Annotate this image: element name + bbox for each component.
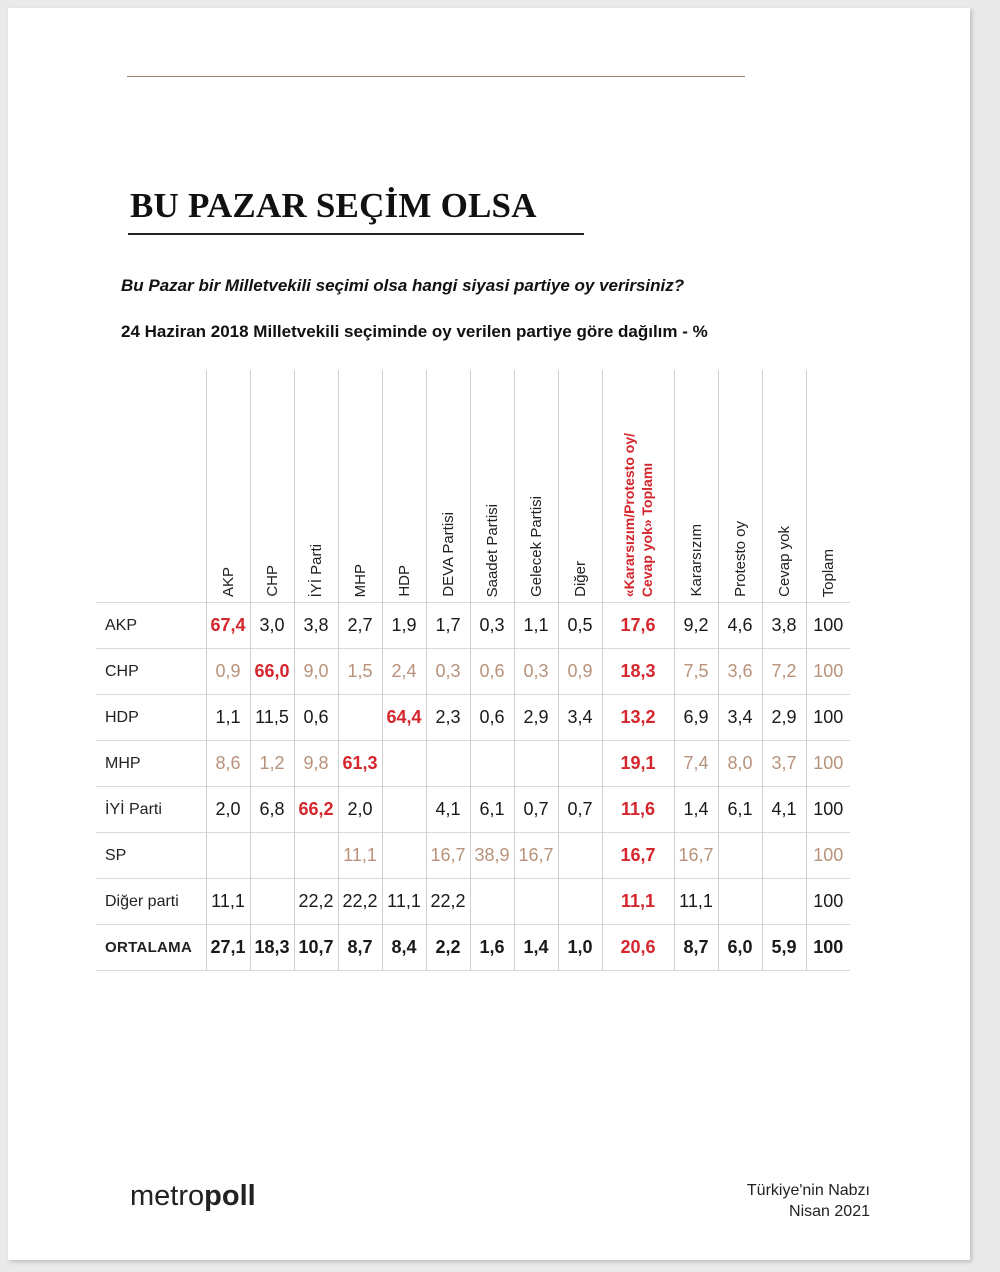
column-header-i-yi-parti bbox=[294, 370, 338, 603]
table-cell: 67,4 bbox=[206, 603, 250, 649]
table-cell: 100 bbox=[806, 879, 850, 925]
column-header-label: CHP bbox=[263, 565, 281, 597]
table-cell: 1,6 bbox=[470, 925, 514, 971]
table-cell: 9,0 bbox=[294, 649, 338, 695]
table-cell: 9,2 bbox=[674, 603, 718, 649]
table-cell: 1,5 bbox=[338, 649, 382, 695]
table-cell: 2,9 bbox=[762, 695, 806, 741]
table-cell: 13,2 bbox=[602, 695, 674, 741]
table-cell: 3,4 bbox=[718, 695, 762, 741]
table-cell: 2,9 bbox=[514, 695, 558, 741]
table-cell: 16,7 bbox=[514, 833, 558, 879]
table-cell: 0,3 bbox=[514, 649, 558, 695]
column-header-label: Gelecek Partisi bbox=[527, 496, 545, 597]
table-cell: 22,2 bbox=[338, 879, 382, 925]
table-cell bbox=[250, 833, 294, 879]
table-cell: 3,6 bbox=[718, 649, 762, 695]
table-cell: 11,1 bbox=[206, 879, 250, 925]
column-header-akp bbox=[206, 370, 250, 603]
table-cell: 8,7 bbox=[338, 925, 382, 971]
table-cell: 100 bbox=[806, 787, 850, 833]
column-header-label: İYİ Parti bbox=[307, 543, 325, 597]
table-cell: 11,1 bbox=[602, 879, 674, 925]
table-cell: 38,9 bbox=[470, 833, 514, 879]
table-cell bbox=[338, 695, 382, 741]
table-cell: 100 bbox=[806, 695, 850, 741]
table-cell: 64,4 bbox=[382, 695, 426, 741]
table-cell bbox=[426, 741, 470, 787]
table-row bbox=[96, 787, 850, 833]
table-cell: 17,6 bbox=[602, 603, 674, 649]
row-label: HDP bbox=[96, 695, 206, 741]
column-header-hdp bbox=[382, 370, 426, 603]
table-cell: 11,1 bbox=[674, 879, 718, 925]
table-cell bbox=[382, 787, 426, 833]
table-cell: 0,6 bbox=[470, 649, 514, 695]
table-cell: 11,5 bbox=[250, 695, 294, 741]
table-cell: 1,1 bbox=[514, 603, 558, 649]
row-label: SP bbox=[96, 833, 206, 879]
footer-info bbox=[747, 1180, 870, 1222]
table-row bbox=[96, 879, 850, 925]
table-cell: 11,1 bbox=[338, 833, 382, 879]
table-cell bbox=[294, 833, 338, 879]
table-cell: 0,7 bbox=[558, 787, 602, 833]
table-cell: 6,9 bbox=[674, 695, 718, 741]
table-cell: 6,1 bbox=[470, 787, 514, 833]
table-cell: 7,4 bbox=[674, 741, 718, 787]
row-label: CHP bbox=[96, 649, 206, 695]
table-cell: 4,1 bbox=[426, 787, 470, 833]
column-header-deva-partisi bbox=[426, 370, 470, 603]
table-cell: 61,3 bbox=[338, 741, 382, 787]
brand-bold: poll bbox=[204, 1180, 256, 1212]
table-cell bbox=[514, 741, 558, 787]
table-cell: 66,0 bbox=[250, 649, 294, 695]
table-cell: 18,3 bbox=[602, 649, 674, 695]
page-title: BU PAZAR SEÇİM OLSA bbox=[130, 186, 537, 225]
table-cell: 0,9 bbox=[206, 649, 250, 695]
column-header-cevap-yok bbox=[762, 370, 806, 603]
column-header-label: «Kararsızım/Protesto oy/ Cevap yok» Toplamı bbox=[621, 432, 655, 597]
table-cell: 8,0 bbox=[718, 741, 762, 787]
table-cell bbox=[558, 741, 602, 787]
table-cell: 100 bbox=[806, 649, 850, 695]
table-cell bbox=[514, 879, 558, 925]
table-cell bbox=[206, 833, 250, 879]
column-header-label: MHP bbox=[351, 563, 369, 597]
row-label: ORTALAMA bbox=[96, 925, 206, 971]
footer-date: Nisan 2021 bbox=[789, 1203, 870, 1220]
column-header-mhp bbox=[338, 370, 382, 603]
column-header-label: HDP bbox=[395, 565, 413, 597]
column-header-label: Saadet Partisi bbox=[483, 503, 501, 597]
table-cell bbox=[382, 741, 426, 787]
row-label: MHP bbox=[96, 741, 206, 787]
table-cell: 5,9 bbox=[762, 925, 806, 971]
table-cell: 0,5 bbox=[558, 603, 602, 649]
table-subtitle: 24 Haziran 2018 Milletvekili seçiminde oy verilen partiye göre dağılım - % bbox=[121, 322, 708, 341]
table-cell: 8,7 bbox=[674, 925, 718, 971]
column-header-label: AKP bbox=[219, 566, 237, 597]
table-cell: 11,1 bbox=[382, 879, 426, 925]
table-cell: 1,9 bbox=[382, 603, 426, 649]
table-cell: 0,7 bbox=[514, 787, 558, 833]
table-cell bbox=[558, 833, 602, 879]
table-cell: 1,4 bbox=[674, 787, 718, 833]
row-label: İYİ Parti bbox=[96, 787, 206, 833]
table-cell: 66,2 bbox=[294, 787, 338, 833]
column-header-label: Diğer bbox=[571, 561, 589, 597]
table-cell bbox=[762, 879, 806, 925]
column-header-label: DEVA Partisi bbox=[439, 512, 457, 597]
table-cell bbox=[762, 833, 806, 879]
table-body bbox=[96, 603, 850, 971]
table-cell: 0,3 bbox=[426, 649, 470, 695]
table-cell: 100 bbox=[806, 925, 850, 971]
column-header-toplam bbox=[806, 370, 850, 603]
table-cell bbox=[382, 833, 426, 879]
header-corner bbox=[96, 370, 206, 603]
row-label: AKP bbox=[96, 603, 206, 649]
survey-question: Bu Pazar bir Milletvekili seçimi olsa hangi siyasi partiye oy verirsiniz? bbox=[121, 276, 685, 295]
row-label: Diğer parti bbox=[96, 879, 206, 925]
table-cell: 1,4 bbox=[514, 925, 558, 971]
table-cell: 100 bbox=[806, 833, 850, 879]
table-cell: 10,7 bbox=[294, 925, 338, 971]
table-cell: 100 bbox=[806, 603, 850, 649]
table-cell: 22,2 bbox=[294, 879, 338, 925]
table-cell: 19,1 bbox=[602, 741, 674, 787]
table-cell: 2,0 bbox=[338, 787, 382, 833]
table-cell: 27,1 bbox=[206, 925, 250, 971]
table-cell: 3,0 bbox=[250, 603, 294, 649]
table-cell: 16,7 bbox=[674, 833, 718, 879]
column-header-saadet-partisi bbox=[470, 370, 514, 603]
table-cell: 7,2 bbox=[762, 649, 806, 695]
table-cell: 3,4 bbox=[558, 695, 602, 741]
table-row bbox=[96, 741, 850, 787]
table-cell: 6,8 bbox=[250, 787, 294, 833]
table-cell: 2,7 bbox=[338, 603, 382, 649]
table-header bbox=[96, 370, 850, 603]
brand-light: metro bbox=[130, 1180, 205, 1212]
column-header-protesto-oy bbox=[718, 370, 762, 603]
table-cell: 6,0 bbox=[718, 925, 762, 971]
column-header-label: Protesto oy bbox=[731, 521, 749, 597]
column-header-label: Toplam bbox=[819, 548, 837, 597]
table-cell: 8,6 bbox=[206, 741, 250, 787]
table-cell: 4,6 bbox=[718, 603, 762, 649]
table-cell: 8,4 bbox=[382, 925, 426, 971]
column-header-label: Cevap yok bbox=[775, 526, 793, 597]
table-cell: 22,2 bbox=[426, 879, 470, 925]
table-cell: 2,0 bbox=[206, 787, 250, 833]
table-cell: 18,3 bbox=[250, 925, 294, 971]
column-header-karars-z-m bbox=[674, 370, 718, 603]
footer-tagline: Türkiye'nin Nabzı bbox=[746, 1182, 870, 1199]
table-cell: 7,5 bbox=[674, 649, 718, 695]
table-cell: 1,1 bbox=[206, 695, 250, 741]
table-cell: 3,8 bbox=[762, 603, 806, 649]
table-cell: 20,6 bbox=[602, 925, 674, 971]
table-row bbox=[96, 603, 850, 649]
metropoll-logo bbox=[130, 1180, 256, 1213]
table-cell bbox=[558, 879, 602, 925]
table-cell: 1,7 bbox=[426, 603, 470, 649]
table-row bbox=[96, 833, 850, 879]
column-header-label: Kararsızım bbox=[687, 524, 705, 597]
table-cell: 0,6 bbox=[470, 695, 514, 741]
table-cell: 3,7 bbox=[762, 741, 806, 787]
table-cell: 3,8 bbox=[294, 603, 338, 649]
column-header-chp bbox=[250, 370, 294, 603]
table-cell: 4,1 bbox=[762, 787, 806, 833]
table-cell: 1,2 bbox=[250, 741, 294, 787]
table-cell: 16,7 bbox=[426, 833, 470, 879]
crosstab-table bbox=[96, 370, 850, 971]
title-underline bbox=[128, 233, 584, 235]
table-cell: 100 bbox=[806, 741, 850, 787]
table-cell: 11,6 bbox=[602, 787, 674, 833]
column-header-di-er bbox=[558, 370, 602, 603]
table-cell bbox=[470, 741, 514, 787]
table-cell: 6,1 bbox=[718, 787, 762, 833]
table-row bbox=[96, 695, 850, 741]
top-divider bbox=[127, 76, 745, 77]
table-cell: 9,8 bbox=[294, 741, 338, 787]
table-cell bbox=[718, 833, 762, 879]
table-cell: 1,0 bbox=[558, 925, 602, 971]
column-header-karars-z-m-protesto-oy-cevap-yok-toplam bbox=[602, 370, 674, 603]
table-cell: 16,7 bbox=[602, 833, 674, 879]
table-cell: 0,9 bbox=[558, 649, 602, 695]
average-row bbox=[96, 925, 850, 971]
table-cell bbox=[250, 879, 294, 925]
table-cell: 0,3 bbox=[470, 603, 514, 649]
column-header-gelecek-partisi bbox=[514, 370, 558, 603]
table-cell: 2,2 bbox=[426, 925, 470, 971]
table-cell bbox=[470, 879, 514, 925]
table-cell: 2,3 bbox=[426, 695, 470, 741]
table-cell bbox=[718, 879, 762, 925]
table-cell: 2,4 bbox=[382, 649, 426, 695]
table-row bbox=[96, 649, 850, 695]
table-cell: 0,6 bbox=[294, 695, 338, 741]
